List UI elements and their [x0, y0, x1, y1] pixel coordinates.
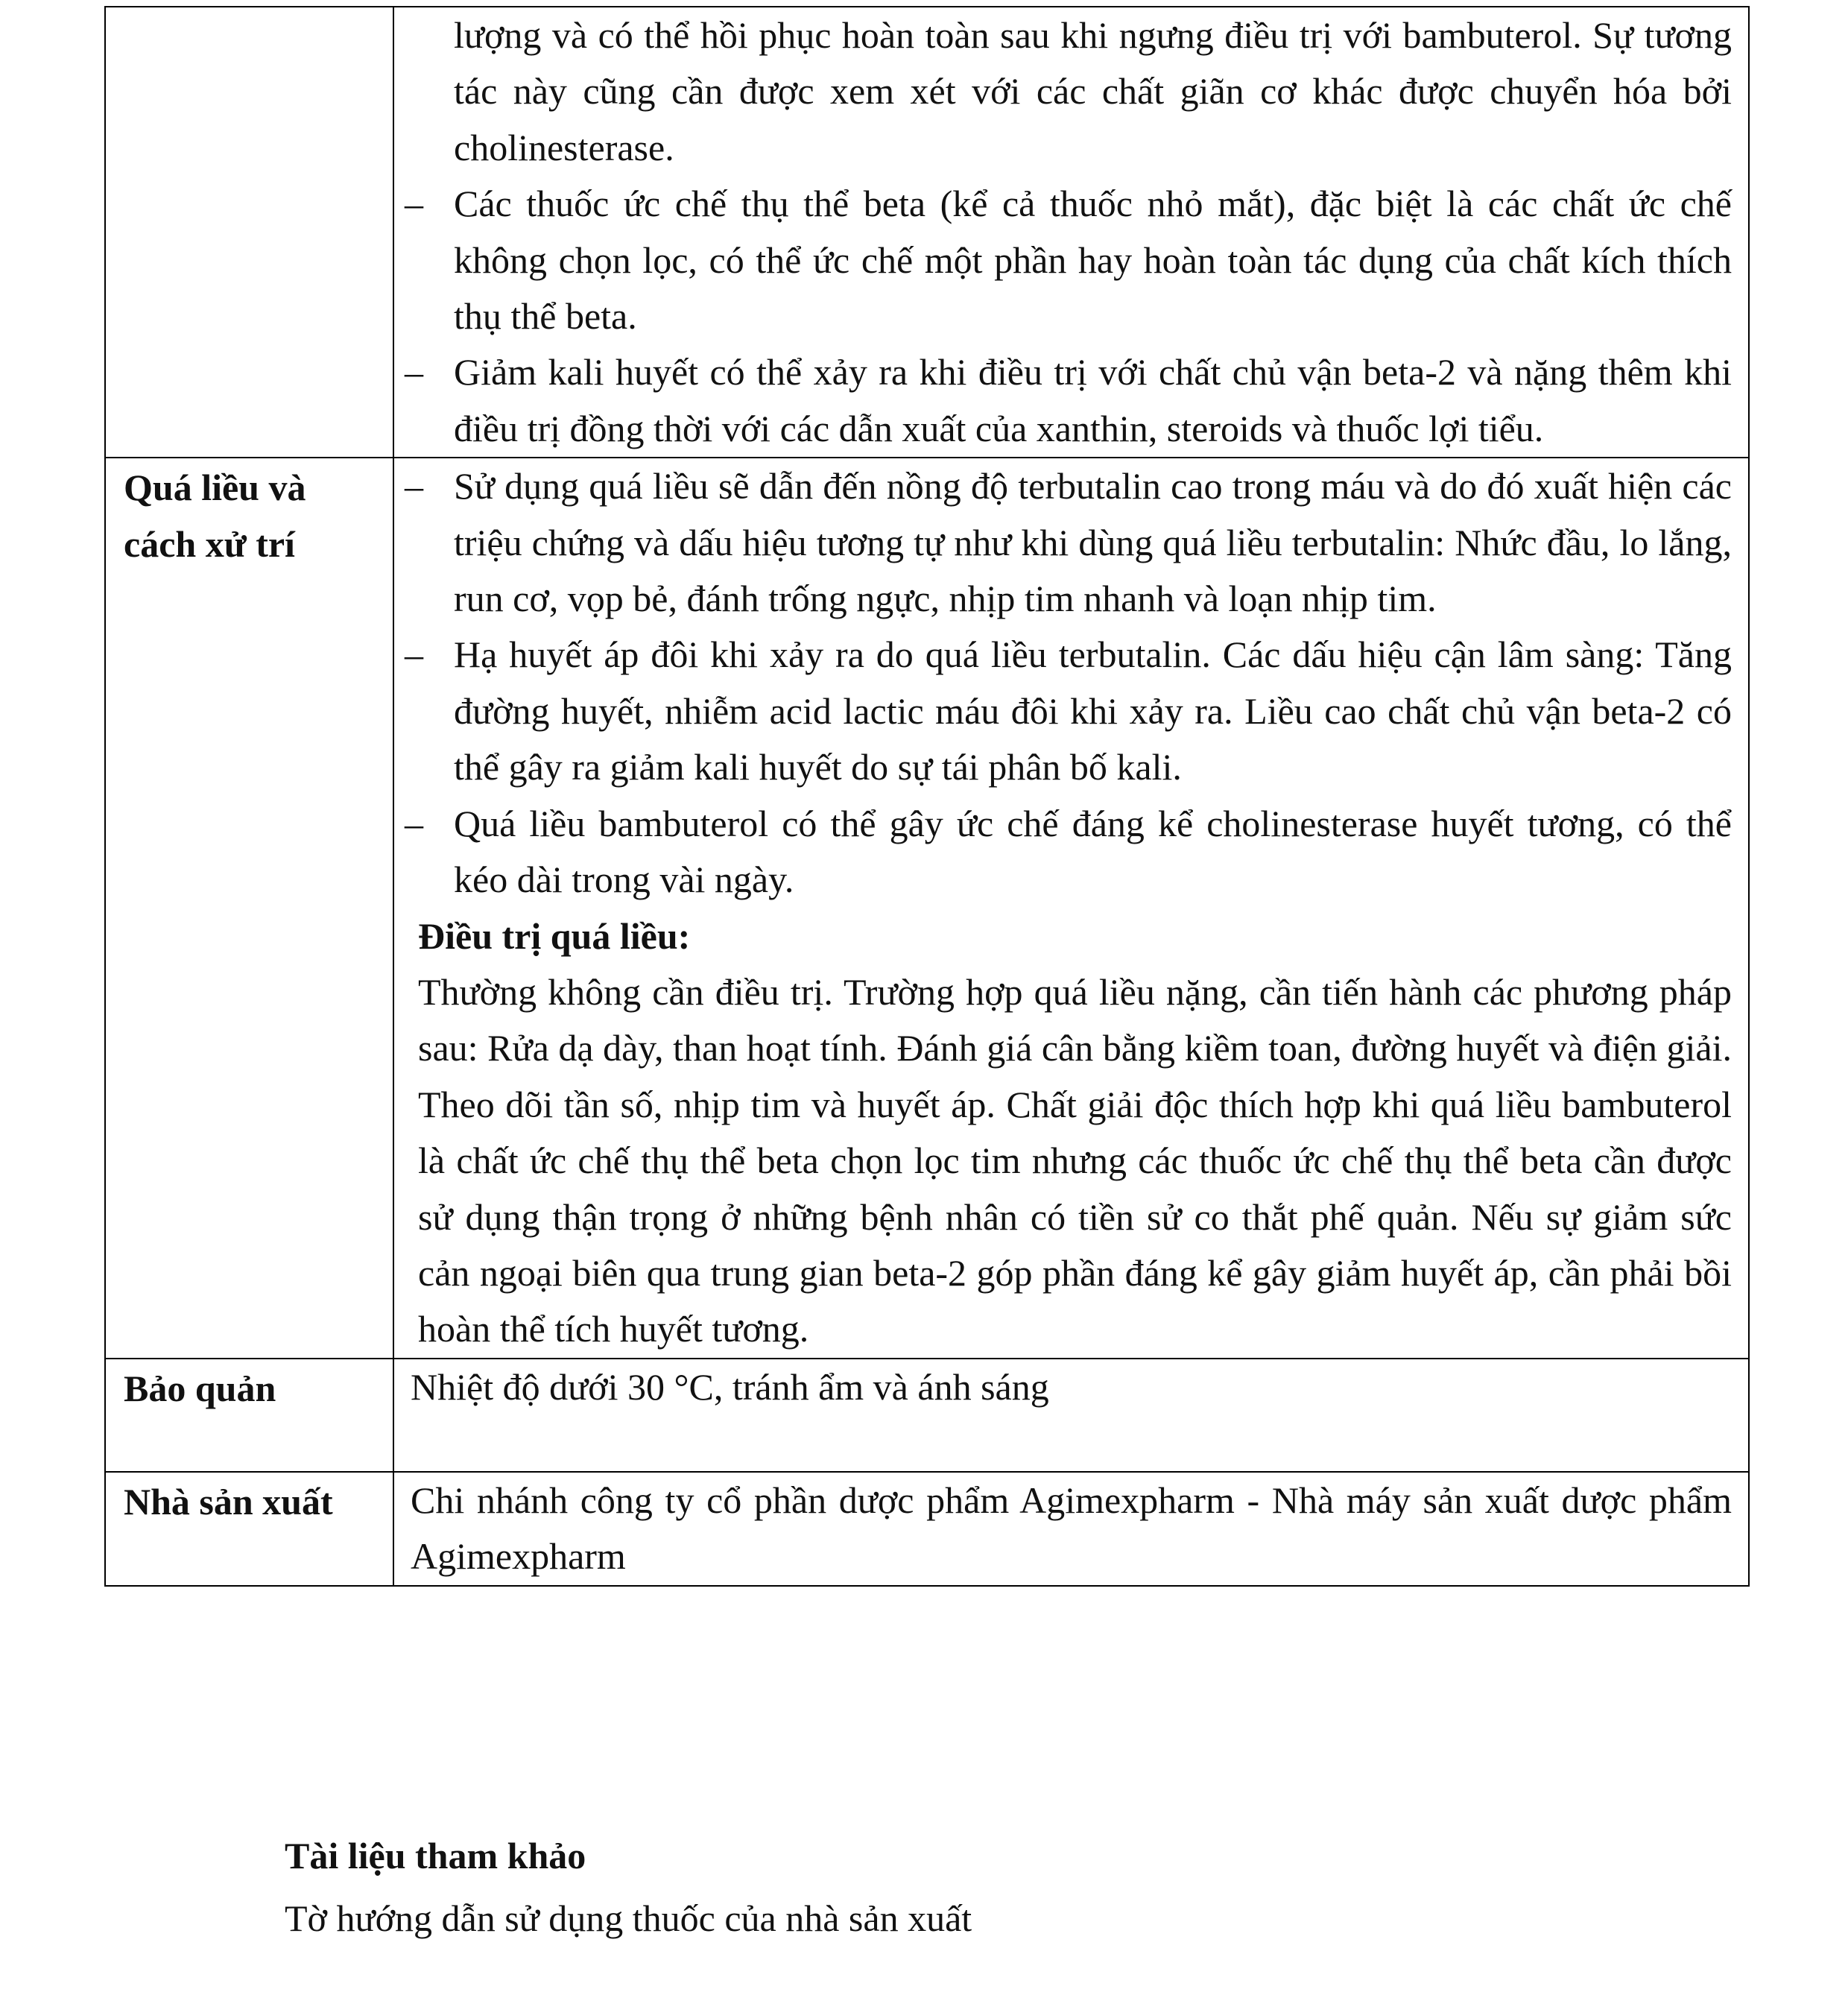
list-item-text: Quá liều bambuterol có thể gây ức chế đáng kể cholinesterase huyết tương, có thể kéo dài trong vài ngày. — [454, 802, 1732, 901]
row-content-cell — [393, 1472, 1749, 1586]
row-text: Chi nhánh công ty cổ phần dược phẩm Agimexpharm - Nhà máy sản xuất dược phẩm Agimexpharm — [411, 1479, 1732, 1578]
table-row-storage — [105, 1359, 1749, 1472]
list-item-text: Hạ huyết áp đôi khi xảy ra do quá liều terbutalin. Các dấu hiệu cận lâm sàng: Tăng đường huyết, nhiễm acid lactic máu đôi khi xảy ra. Liều cao chất chủ vận beta-2 có thể gây ra giảm kali huyết do sự tái phân bố kali. — [454, 633, 1732, 788]
dash-marker: – — [405, 465, 423, 508]
list-item-text: lượng và có thể hồi phục hoàn toàn sau khi ngưng điều trị với bambuterol. Sự tương tác này cũng cần được xem xét với các chất giãn cơ khác được chuyển hóa bởi cholinesterase. — [454, 14, 1732, 168]
row-content-cell — [393, 458, 1749, 1359]
row-heading: Quá liều và cách xử trí — [124, 467, 306, 565]
list-item-text: Sử dụng quá liều sẽ dẫn đến nồng độ terbutalin cao trong máu và do đó xuất hiện các triệu chứng và dấu hiệu tương tự như khi dùng quá liều terbutalin: Nhức đầu, lo lắng, run cơ, vọp bẻ, đánh trống ngực, nhịp tim nhanh và loạn nhịp tim. — [454, 465, 1732, 620]
row-content-cell — [393, 7, 1749, 458]
dash-marker: – — [405, 802, 423, 844]
references-title: Tài liệu tham khảo — [285, 1835, 586, 1877]
list-item — [394, 176, 1732, 344]
dash-list — [394, 458, 1732, 908]
list-item — [394, 627, 1732, 795]
row-heading-cell — [105, 7, 393, 458]
row-heading: Bảo quản — [124, 1367, 276, 1409]
references-text: Tờ hướng dẫn sử dụng thuốc của nhà sản xuất — [285, 1897, 972, 1939]
list-item — [394, 458, 1732, 627]
row-heading: Nhà sản xuất — [124, 1480, 333, 1523]
table-row-overdose — [105, 458, 1749, 1359]
list-item-text: Giảm kali huyết có thể xảy ra khi điều trị với chất chủ vận beta-2 và nặng thêm khi điều trị đồng thời với các dẫn xuất của xanthin, steroids và thuốc lợi tiểu. — [454, 351, 1732, 449]
row-content-cell — [393, 1359, 1749, 1472]
list-item — [394, 344, 1732, 457]
dash-marker: – — [405, 183, 423, 225]
dash-list — [394, 7, 1732, 457]
row-heading-cell — [105, 458, 393, 1359]
table-row-manufacturer — [105, 1472, 1749, 1586]
section-paragraph: Thường không cần điều trị. Trường hợp quá liều nặng, cần tiến hành các phương pháp sau: Rửa dạ dày, than hoạt tính. Đánh giá cân bằng kiềm toan, đường huyết và điện giải. Theo dõi tần số, nhịp tim và huyết áp. Chất giải độc thích hợp khi quá liều bambuterol là chất ức chế thụ thể beta chọn lọc tim nhưng các thuốc ức chế thụ thể beta cần được sử dụng thận trọng ở những bệnh nhân có tiền sử co thắt phế quản. Nếu sự giảm sức cản ngoại biên qua trung gian beta-2 góp phần đáng kể gây giảm huyết áp, cần phải bồi hoàn thể tích huyết tương. — [418, 970, 1732, 1350]
list-item-text: Các thuốc ức chế thụ thể beta (kể cả thuốc nhỏ mắt), đặc biệt là các chất ức chế không chọn lọc, có thể ức chế một phần hay hoàn toàn tác dụng của chất kích thích thụ thể beta. — [454, 183, 1732, 338]
drug-info-table — [104, 6, 1750, 1587]
row-heading-cell — [105, 1472, 393, 1586]
references-section — [285, 1824, 972, 1950]
row-text: Nhiệt độ dưới 30 °C, tránh ẩm và ánh sáng — [411, 1365, 1049, 1408]
dash-marker: – — [405, 633, 423, 676]
list-item — [394, 796, 1732, 908]
table-row-interactions — [105, 7, 1749, 458]
dash-marker: – — [405, 351, 423, 393]
section-subheading: Điều trị quá liều: — [418, 914, 691, 957]
row-heading-cell — [105, 1359, 393, 1472]
row-heading — [106, 7, 393, 9]
list-item — [394, 7, 1732, 176]
